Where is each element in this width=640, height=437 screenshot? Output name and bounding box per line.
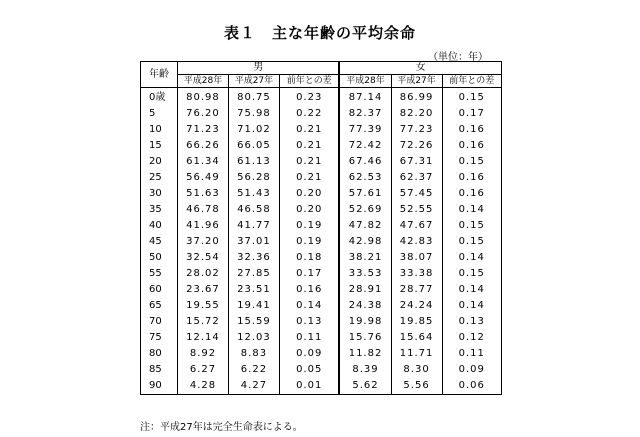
cell-female-h27: 19.85 (391, 314, 442, 330)
cell-male-diff: 0.09 (279, 346, 339, 362)
cell-male-h28: 71.23 (178, 122, 229, 138)
cell-age: 30 (141, 186, 178, 202)
header-female-h27: 平成27年 (391, 75, 442, 88)
cell-male-diff: 0.01 (279, 378, 339, 395)
cell-male-h27: 8.83 (228, 346, 279, 362)
cell-female-h28: 47.82 (339, 218, 391, 234)
header-male-h28: 平成28年 (178, 75, 229, 88)
cell-age: 55 (141, 266, 178, 282)
cell-male-h28: 61.34 (178, 154, 229, 170)
header-female-h28: 平成28年 (339, 75, 391, 88)
cell-male-h28: 56.49 (178, 170, 229, 186)
cell-male-h28: 6.27 (178, 362, 229, 378)
cell-male-h28: 12.14 (178, 330, 229, 346)
table-title: 表１ 主な年齢の平均余命 (223, 24, 416, 42)
cell-female-h27: 42.83 (391, 234, 442, 250)
cell-male-h27: 27.85 (228, 266, 279, 282)
table-row (141, 218, 502, 234)
table-row (141, 234, 502, 250)
cell-female-diff: 0.16 (442, 186, 501, 202)
unit-label: （単位：年） (428, 52, 488, 63)
cell-age: 70 (141, 314, 178, 330)
cell-female-diff: 0.12 (442, 330, 501, 346)
cell-male-h27: 23.51 (228, 282, 279, 298)
cell-female-diff: 0.14 (442, 202, 501, 218)
header-female-diff: 前年との差 (442, 75, 501, 88)
cell-male-h27: 15.59 (228, 314, 279, 330)
header-group-row (141, 62, 502, 75)
cell-male-diff: 0.05 (279, 362, 339, 378)
table-row (141, 362, 502, 378)
cell-male-h27: 41.77 (228, 218, 279, 234)
cell-female-diff: 0.15 (442, 266, 501, 282)
cell-female-h28: 72.42 (339, 138, 391, 154)
cell-female-h27: 67.31 (391, 154, 442, 170)
cell-female-h28: 33.53 (339, 266, 391, 282)
cell-female-h27: 38.07 (391, 250, 442, 266)
cell-age: 90 (141, 378, 178, 395)
cell-male-h27: 75.98 (228, 106, 279, 122)
cell-female-h28: 8.39 (339, 362, 391, 378)
table-row (141, 170, 502, 186)
cell-age: 80 (141, 346, 178, 362)
table-row (141, 186, 502, 202)
header-female: 女 (339, 62, 501, 75)
cell-male-h28: 66.26 (178, 138, 229, 154)
cell-female-diff: 0.16 (442, 138, 501, 154)
cell-female-diff: 0.16 (442, 122, 501, 138)
table-row (141, 154, 502, 170)
cell-male-diff: 0.13 (279, 314, 339, 330)
cell-male-h27: 12.03 (228, 330, 279, 346)
cell-female-diff: 0.14 (442, 282, 501, 298)
cell-male-h28: 41.96 (178, 218, 229, 234)
cell-male-diff: 0.20 (279, 186, 339, 202)
cell-female-h28: 42.98 (339, 234, 391, 250)
cell-age: 45 (141, 234, 178, 250)
cell-male-h27: 4.27 (228, 378, 279, 395)
cell-female-h28: 28.91 (339, 282, 391, 298)
table-row (141, 346, 502, 362)
cell-female-h28: 52.69 (339, 202, 391, 218)
cell-female-h27: 82.20 (391, 106, 442, 122)
cell-female-diff: 0.09 (442, 362, 501, 378)
cell-male-h28: 8.92 (178, 346, 229, 362)
cell-female-h28: 77.39 (339, 122, 391, 138)
cell-female-h28: 19.98 (339, 314, 391, 330)
header-male-diff: 前年との差 (279, 75, 339, 88)
cell-female-diff: 0.15 (442, 88, 501, 107)
cell-male-h27: 61.13 (228, 154, 279, 170)
cell-female-diff: 0.13 (442, 314, 501, 330)
cell-age: 50 (141, 250, 178, 266)
cell-male-diff: 0.14 (279, 298, 339, 314)
cell-female-diff: 0.06 (442, 378, 501, 395)
cell-female-h27: 15.64 (391, 330, 442, 346)
cell-male-diff: 0.19 (279, 218, 339, 234)
cell-male-h28: 4.28 (178, 378, 229, 395)
cell-age: 5 (141, 106, 178, 122)
cell-female-h27: 33.38 (391, 266, 442, 282)
table-row (141, 378, 502, 395)
cell-male-diff: 0.21 (279, 138, 339, 154)
cell-male-h28: 37.20 (178, 234, 229, 250)
cell-male-h28: 28.02 (178, 266, 229, 282)
cell-female-diff: 0.15 (442, 234, 501, 250)
cell-male-diff: 0.21 (279, 170, 339, 186)
cell-male-h28: 23.67 (178, 282, 229, 298)
cell-male-h28: 76.20 (178, 106, 229, 122)
cell-male-h27: 32.36 (228, 250, 279, 266)
cell-male-h28: 32.54 (178, 250, 229, 266)
table-row (141, 122, 502, 138)
cell-female-h27: 24.24 (391, 298, 442, 314)
table-row (141, 88, 502, 107)
cell-female-h27: 47.67 (391, 218, 442, 234)
cell-male-h28: 46.78 (178, 202, 229, 218)
cell-female-h27: 62.37 (391, 170, 442, 186)
cell-age: 35 (141, 202, 178, 218)
cell-male-diff: 0.21 (279, 122, 339, 138)
cell-male-h27: 46.58 (228, 202, 279, 218)
cell-male-h27: 19.41 (228, 298, 279, 314)
cell-female-h28: 15.76 (339, 330, 391, 346)
cell-female-h28: 57.61 (339, 186, 391, 202)
cell-age: 85 (141, 362, 178, 378)
cell-female-h28: 5.62 (339, 378, 391, 395)
cell-female-diff: 0.11 (442, 346, 501, 362)
cell-male-diff: 0.11 (279, 330, 339, 346)
cell-female-h27: 28.77 (391, 282, 442, 298)
cell-female-h28: 82.37 (339, 106, 391, 122)
cell-female-h28: 67.46 (339, 154, 391, 170)
life-expectancy-table (140, 61, 502, 395)
cell-female-diff: 0.16 (442, 170, 501, 186)
cell-female-h28: 38.21 (339, 250, 391, 266)
cell-female-h27: 72.26 (391, 138, 442, 154)
table-row (141, 106, 502, 122)
cell-male-h27: 56.28 (228, 170, 279, 186)
cell-female-diff: 0.17 (442, 106, 501, 122)
cell-age: 10 (141, 122, 178, 138)
cell-male-diff: 0.19 (279, 234, 339, 250)
cell-female-h28: 11.82 (339, 346, 391, 362)
cell-male-h27: 51.43 (228, 186, 279, 202)
cell-male-diff: 0.17 (279, 266, 339, 282)
cell-male-h27: 6.22 (228, 362, 279, 378)
cell-female-diff: 0.14 (442, 298, 501, 314)
cell-male-h27: 37.01 (228, 234, 279, 250)
table-row (141, 282, 502, 298)
table-row (141, 266, 502, 282)
cell-female-h27: 57.45 (391, 186, 442, 202)
cell-female-h28: 62.53 (339, 170, 391, 186)
table-row (141, 298, 502, 314)
cell-male-h28: 51.63 (178, 186, 229, 202)
cell-age: 40 (141, 218, 178, 234)
table-row (141, 138, 502, 154)
cell-male-diff: 0.22 (279, 106, 339, 122)
header-male: 男 (178, 62, 340, 75)
cell-age: 65 (141, 298, 178, 314)
cell-female-diff: 0.15 (442, 154, 501, 170)
cell-male-h28: 19.55 (178, 298, 229, 314)
cell-male-h27: 66.05 (228, 138, 279, 154)
table-body (141, 88, 502, 395)
cell-male-diff: 0.20 (279, 202, 339, 218)
cell-male-diff: 0.21 (279, 154, 339, 170)
cell-female-h27: 11.71 (391, 346, 442, 362)
table-row (141, 202, 502, 218)
table-row (141, 250, 502, 266)
cell-age: 60 (141, 282, 178, 298)
footnote: 注：平成27年は完全生命表による。 (140, 422, 303, 433)
cell-male-diff: 0.18 (279, 250, 339, 266)
cell-female-h28: 24.38 (339, 298, 391, 314)
cell-age: 0歳 (141, 88, 178, 107)
cell-age: 15 (141, 138, 178, 154)
cell-age: 25 (141, 170, 178, 186)
cell-male-h28: 15.72 (178, 314, 229, 330)
cell-female-h27: 52.55 (391, 202, 442, 218)
cell-female-h27: 8.30 (391, 362, 442, 378)
table-row (141, 314, 502, 330)
cell-male-diff: 0.23 (279, 88, 339, 107)
cell-female-diff: 0.14 (442, 250, 501, 266)
cell-male-h28: 80.98 (178, 88, 229, 107)
table-header (141, 62, 502, 88)
cell-female-h27: 86.99 (391, 88, 442, 107)
header-male-h27: 平成27年 (228, 75, 279, 88)
header-sub-row (141, 75, 502, 88)
cell-age: 75 (141, 330, 178, 346)
header-age: 年齢 (141, 62, 178, 88)
table-row (141, 330, 502, 346)
cell-male-diff: 0.16 (279, 282, 339, 298)
cell-female-diff: 0.15 (442, 218, 501, 234)
cell-female-h27: 77.23 (391, 122, 442, 138)
cell-male-h27: 71.02 (228, 122, 279, 138)
cell-male-h27: 80.75 (228, 88, 279, 107)
cell-female-h28: 87.14 (339, 88, 391, 107)
cell-age: 20 (141, 154, 178, 170)
cell-female-h27: 5.56 (391, 378, 442, 395)
